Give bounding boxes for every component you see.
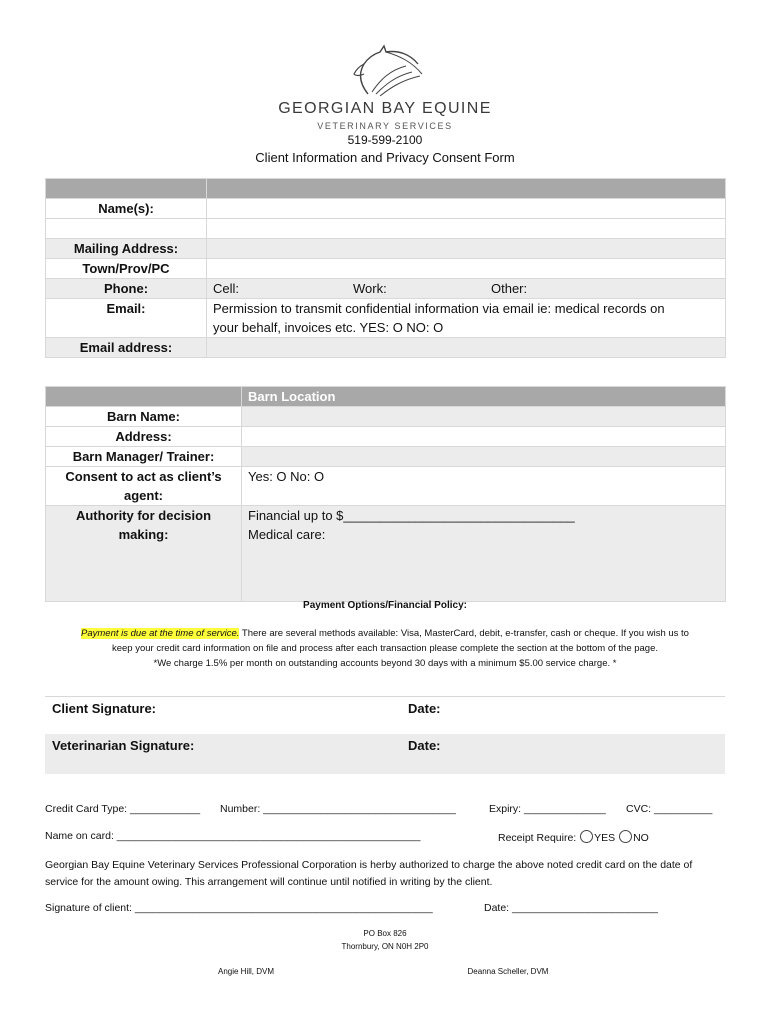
authority-field[interactable] <box>242 506 726 602</box>
authorization-text: Georgian Bay Equine Veterinary Services Professional Corporation is herby authorized to charge the above noted credit card on the date of service for the amount owing. This arrangement will continue until notified in writing by the client. <box>45 859 693 888</box>
authority-label-1: Authority for decision <box>75 508 212 523</box>
receipt-yes-radio[interactable] <box>580 830 593 843</box>
barn-address-label: Address: <box>46 427 242 447</box>
form-title: Client Information and Privacy Consent Form <box>255 150 515 165</box>
po-box: PO Box 826 <box>363 929 407 938</box>
names-label: Name(s): <box>46 199 207 219</box>
email-label: Email: <box>46 299 207 338</box>
names-field[interactable] <box>207 199 726 219</box>
barn-address-field[interactable] <box>242 427 726 447</box>
payment-policy-title: Payment Options/Financial Policy: <box>303 600 467 611</box>
mailing-address-label: Mailing Address: <box>46 239 207 259</box>
client-card-date-field[interactable]: Date: _________________________ <box>484 902 659 914</box>
town-field[interactable] <box>207 259 726 279</box>
receipt-no-label: NO <box>633 832 649 844</box>
card-expiry-field[interactable]: Expiry: ______________ <box>489 803 606 815</box>
barn-location-header: Barn Location <box>242 387 726 407</box>
mailing-address-field[interactable] <box>207 239 726 259</box>
name-on-card-field[interactable]: Name on card: ____________________________________________________ <box>45 830 421 842</box>
receipt-yes-label: YES <box>594 832 616 844</box>
phone-label: Phone: <box>46 279 207 299</box>
payment-methods-text: There are several methods available: Visa, MasterCard, debit, e-transfer, cash or cheque. If you wish us to <box>239 628 689 639</box>
brand-subtitle: VETERINARY SERVICES <box>317 121 453 131</box>
card-on-file-text: keep your credit card information on file and process after each transaction please complete the section at the bottom of the page. <box>111 643 659 654</box>
vet-signature-label: Veterinarian Signature: <box>52 738 195 753</box>
financial-limit: Financial up to $________________________________ <box>248 508 575 523</box>
client-info-table <box>45 178 726 358</box>
email-permission-line-1: Permission to transmit confidential information via email ie: medical records on <box>213 301 665 316</box>
consent-field[interactable]: Yes: O No: O <box>242 467 726 506</box>
receipt-no-radio[interactable] <box>619 830 632 843</box>
cell-label: Cell: <box>213 281 240 296</box>
client-card-signature-field[interactable]: Signature of client: ___________________________________________________ <box>45 902 433 914</box>
email-permission-line-2: your behalf, invoices etc. YES: O NO: O <box>213 320 444 335</box>
card-number-field[interactable]: Number: _________________________________ <box>220 803 456 815</box>
client-date-label: Date: <box>408 701 441 716</box>
receipt-require-label: Receipt Require: <box>498 832 577 844</box>
phone-number: 519-599-2100 <box>347 133 423 147</box>
client-signature-row[interactable] <box>45 696 725 733</box>
medical-care: Medical care: <box>248 527 326 542</box>
phone-field[interactable] <box>207 279 726 299</box>
card-cvc-field[interactable]: CVC: __________ <box>626 803 713 815</box>
address-city: Thornbury, ON N0H 2P0 <box>341 942 429 951</box>
horse-head-logo-icon <box>350 44 430 98</box>
barn-manager-field[interactable] <box>242 447 726 467</box>
barn-table <box>45 386 726 602</box>
client-signature-label: Client Signature: <box>52 701 157 716</box>
interest-charge-text: *We charge 1.5% per month on outstanding accounts beyond 30 days with a minimum $5.00 service charge. * <box>153 658 617 669</box>
work-label: Work: <box>353 281 387 296</box>
authority-label-2: making: <box>118 527 169 542</box>
vet-name-2: Deanna Scheller, DVM <box>467 967 549 976</box>
town-label: Town/Prov/PC <box>46 259 207 279</box>
other-label: Other: <box>491 281 528 296</box>
email-address-label: Email address: <box>46 338 207 358</box>
vet-signature-row[interactable] <box>45 734 725 774</box>
vet-name-1: Angie Hill, DVM <box>217 967 274 976</box>
receipt-require <box>498 830 649 844</box>
email-permission[interactable] <box>207 299 726 338</box>
consent-label-1: Consent to act as client’s <box>65 469 222 484</box>
brand-name: GEORGIAN BAY EQUINE <box>278 100 492 117</box>
barn-name-label: Barn Name: <box>46 407 242 427</box>
payment-policy-text <box>48 626 722 671</box>
barn-manager-label: Barn Manager/ Trainer: <box>46 447 242 467</box>
vet-date-label: Date: <box>408 738 441 753</box>
card-type-field[interactable]: Credit Card Type: ____________ <box>45 803 201 815</box>
names-field-2[interactable] <box>207 219 726 239</box>
barn-name-field[interactable] <box>242 407 726 427</box>
payment-due-highlight: Payment is due at the time of service. <box>81 628 240 639</box>
consent-label-2: agent: <box>124 488 163 503</box>
email-address-field[interactable] <box>207 338 726 358</box>
